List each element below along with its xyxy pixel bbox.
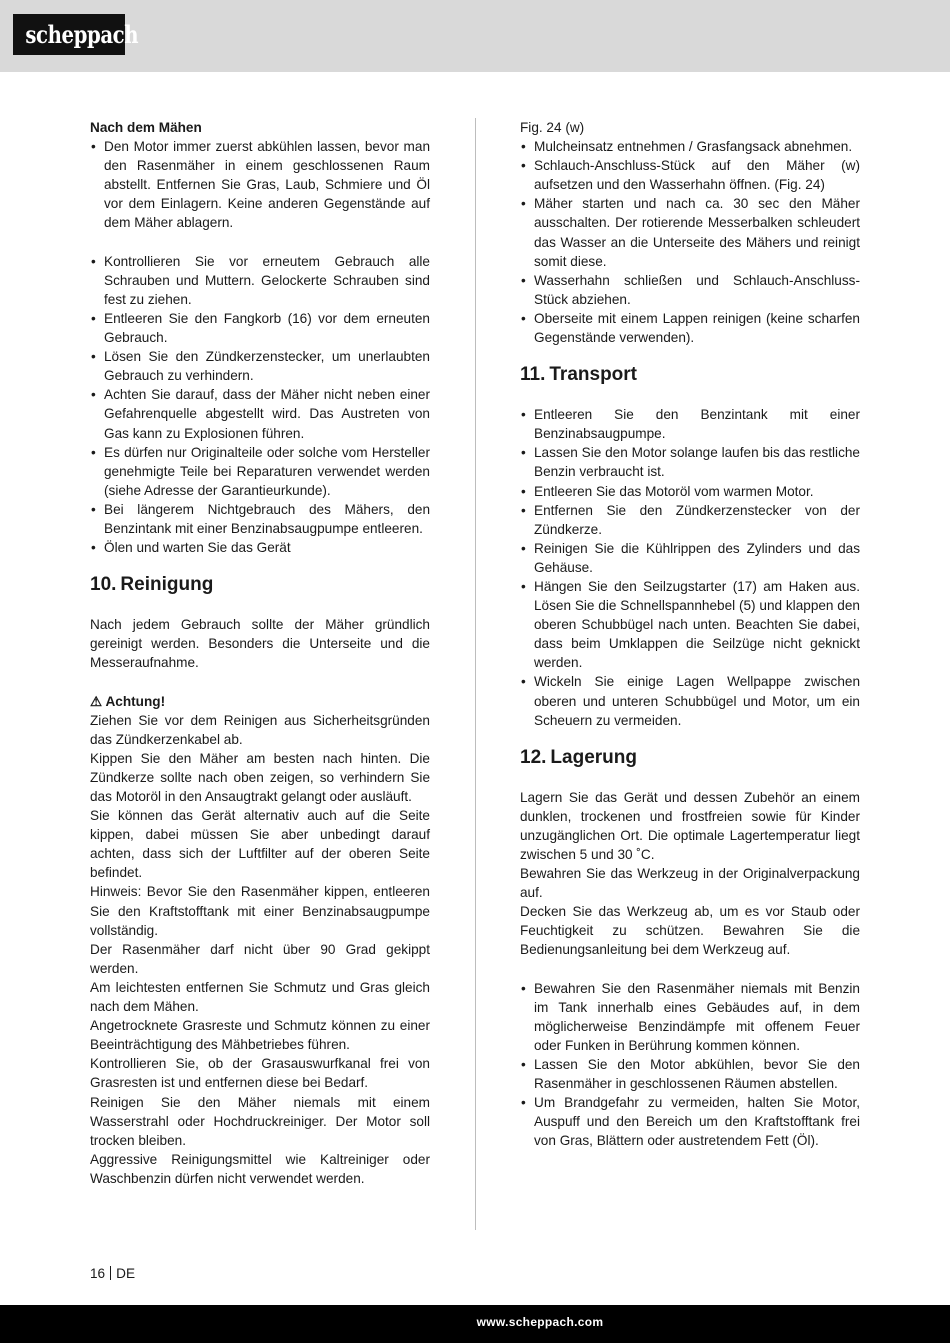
- check-list: [90, 252, 430, 558]
- list-item: • Lassen Sie den Motor solange laufen bis das restliche Benzin verbraucht ist.: [520, 443, 860, 481]
- list-item: • Entleeren Sie den Fangkorb (16) vor dem erneuten Gebrauch.: [90, 309, 430, 347]
- left-column: [90, 118, 430, 1188]
- list-item: • Entleeren Sie den Benzintank mit einer Benzinabsaugpumpe.: [520, 405, 860, 443]
- list-item: • Achten Sie darauf, dass der Mäher nicht neben einer Gefahrenquelle abgestellt wird. Das Austreten von Gas kann zu Explosionen führen.: [90, 385, 430, 442]
- section-heading-lagerung: 12. Lagerung: [520, 746, 637, 768]
- list-item: • Es dürfen nur Originalteile oder solche vom Hersteller genehmigte Teile bei Reparaturen verwendet werden (siehe Adresse der Garantieurkunde).: [90, 443, 430, 500]
- warning-heading: ⚠ Achtung!: [90, 693, 166, 709]
- list-item: • Lassen Sie den Motor abkühlen, bevor Sie den Rasenmäher in geschlossenen Räumen abstellen.: [520, 1055, 860, 1093]
- footer-separator: [110, 1266, 111, 1280]
- website-link[interactable]: www.scheppach.com: [476, 1315, 604, 1329]
- storage-paragraph: Lagern Sie das Gerät und dessen Zubehör an einem dunklen, trockenen und frostfreien sowie für Kinder unzugänglichen Ort. Die optimale Lagertemperatur liegt zwischen 5 und 30 ˚C.: [520, 789, 860, 862]
- storage-paragraph: Bewahren Sie das Werkzeug in der Originalverpackung auf.: [520, 866, 860, 901]
- storage-list: [520, 979, 860, 1151]
- fig-steps-list: [520, 137, 860, 347]
- section-heading-reinigung: 10. Reinigung: [90, 574, 214, 596]
- footer-bar: [0, 1305, 950, 1343]
- warning-paragraph: Kontrollieren Sie, ob der Grasauswurfkanal frei von Grasresten ist und entfernen diese bei Bedarf.: [90, 1056, 430, 1091]
- list-item: • Bei längerem Nichtgebrauch des Mähers, den Benzintank mit einer Benzinabsaugpumpe entleeren.: [90, 500, 430, 538]
- page-number: 16: [90, 1266, 106, 1281]
- list-item: • Hängen Sie den Seilzugstarter (17) am Haken aus. Lösen Sie die Schnellspannhebel (5) und klappen den oberen Schubbügel nach unten. Beachten Sie dabei, dass beim Umklappen die Seilzüge nicht geknickt werden.: [520, 577, 860, 672]
- warning-paragraph: Angetrocknete Grasreste und Schmutz können zu einer Beeinträchtigung des Mähbetriebes führen.: [90, 1018, 430, 1053]
- list-item: • Wasserhahn schließen und Schlauch-Anschluss-Stück abziehen.: [520, 271, 860, 309]
- list-item: • Kontrollieren Sie vor erneutem Gebrauch alle Schrauben und Muttern. Gelockerte Schrauben sind fest zu ziehen.: [90, 252, 430, 309]
- after-mow-list: [90, 137, 430, 232]
- warning-paragraph: Hinweis: Bevor Sie den Rasenmäher kippen, entleeren Sie den Kraftstofftank mit einer Benzinabsaugpumpe vollständig.: [90, 884, 430, 938]
- warning-paragraph: Aggressive Reinigungsmittel wie Kaltreiniger oder Waschbenzin dürfen nicht verwendet werden.: [90, 1151, 430, 1186]
- list-item: • Entleeren Sie das Motoröl vom warmen Motor.: [520, 482, 860, 501]
- reinigung-intro: Nach jedem Gebrauch sollte der Mäher gründlich gereinigt werden. Besonders die Unterseite und die Messeraufnahme.: [90, 617, 430, 671]
- language-code: DE: [116, 1266, 136, 1281]
- warning-paragraph: Ziehen Sie vor dem Reinigen aus Sicherheitsgründen das Zündkerzenkabel ab.: [90, 712, 430, 747]
- header-bar: [0, 0, 950, 72]
- section-heading-transport: 11. Transport: [520, 364, 637, 386]
- warning-paragraph: Am leichtesten entfernen Sie Schmutz und Gras gleich nach dem Mähen.: [90, 979, 430, 1015]
- column-divider: [475, 118, 476, 1230]
- fig-label: Fig. 24 (w): [520, 120, 585, 135]
- list-item: • Bewahren Sie den Rasenmäher niemals mit Benzin im Tank innerhalb eines Gebäudes auf, in dem möglicherweise Benzindämpfe mit offenem Feuer oder Funken in Berührung kommen können.: [520, 979, 860, 1055]
- list-item: • Mäher starten und nach ca. 30 sec den Mäher ausschalten. Der rotierende Messerbalken schleudert das Wasser an die Unterseite des Mähers und reinigt somit diese.: [520, 194, 860, 270]
- list-item: • Wickeln Sie einige Lagen Wellpappe zwischen oberen und unteren Schubbügel und Motor, um ein Scheuern zu vermeiden.: [520, 672, 860, 729]
- list-item: • Den Motor immer zuerst abkühlen lassen, bevor man den Rasenmäher in einem geschlossenen Raum abstellt. Entfernen Sie Gras, Laub, Schmiere und Öl vor dem Einlagern. Keine anderen Gegenstände auf dem Mäher ablagern.: [90, 137, 430, 232]
- warning-paragraph: Der Rasenmäher darf nicht über 90 Grad gekippt werden.: [90, 941, 430, 976]
- list-item: • Oberseite mit einem Lappen reinigen (keine scharfen Gegenstände verwenden).: [520, 309, 860, 347]
- page-footer: [90, 1264, 135, 1283]
- warning-paragraph: Sie können das Gerät alternativ auch auf die Seite kippen, dabei müssen Sie aber unbedingt darauf achten, dass sich der Luftfilter auf der oberen Seite befindet.: [90, 808, 430, 881]
- warning-paragraph: Kippen Sie den Mäher am besten nach hinten. Die Zündkerze sollte nach oben zeigen, so verhindern Sie das Motoröl in den Ansaugtrakt gelangt oder ausläuft.: [90, 750, 430, 804]
- storage-paragraph: Decken Sie das Werkzeug ab, um es vor Staub oder Feuchtigkeit zu schützen. Bewahren Sie die Bedienungsanleitung bei dem Werkzeug auf.: [520, 904, 860, 958]
- after-mow-title: Nach dem Mähen: [90, 120, 202, 135]
- list-item: • Schlauch-Anschluss-Stück auf den Mäher (w) aufsetzen und den Wasserhahn öffnen. (Fig. 24): [520, 156, 860, 194]
- list-item: • Mulcheinsatz entnehmen / Grasfangsack abnehmen.: [520, 137, 860, 156]
- list-item: • Ölen und warten Sie das Gerät: [90, 538, 430, 557]
- brand-logo: scheppach: [13, 14, 125, 55]
- list-item: • Um Brandgefahr zu vermeiden, halten Sie Motor, Auspuff und den Bereich um den Kraftstofftank frei von Gras, Blättern oder austretendem Fett (Öl).: [520, 1093, 860, 1150]
- right-column: [520, 118, 860, 1151]
- warning-paragraph: Reinigen Sie den Mäher niemals mit einem Wasserstrahl oder Hochdruckreiniger. Der Motor soll trocken bleiben.: [90, 1094, 430, 1148]
- list-item: • Lösen Sie den Zündkerzenstecker, um unerlaubten Gebrauch zu verhindern.: [90, 347, 430, 385]
- list-item: • Reinigen Sie die Kühlrippen des Zylinders und das Gehäuse.: [520, 539, 860, 577]
- transport-list: [520, 405, 860, 730]
- list-item: • Entfernen Sie den Zündkerzenstecker von der Zündkerze.: [520, 501, 860, 539]
- warning-icon: ⚠: [90, 693, 103, 709]
